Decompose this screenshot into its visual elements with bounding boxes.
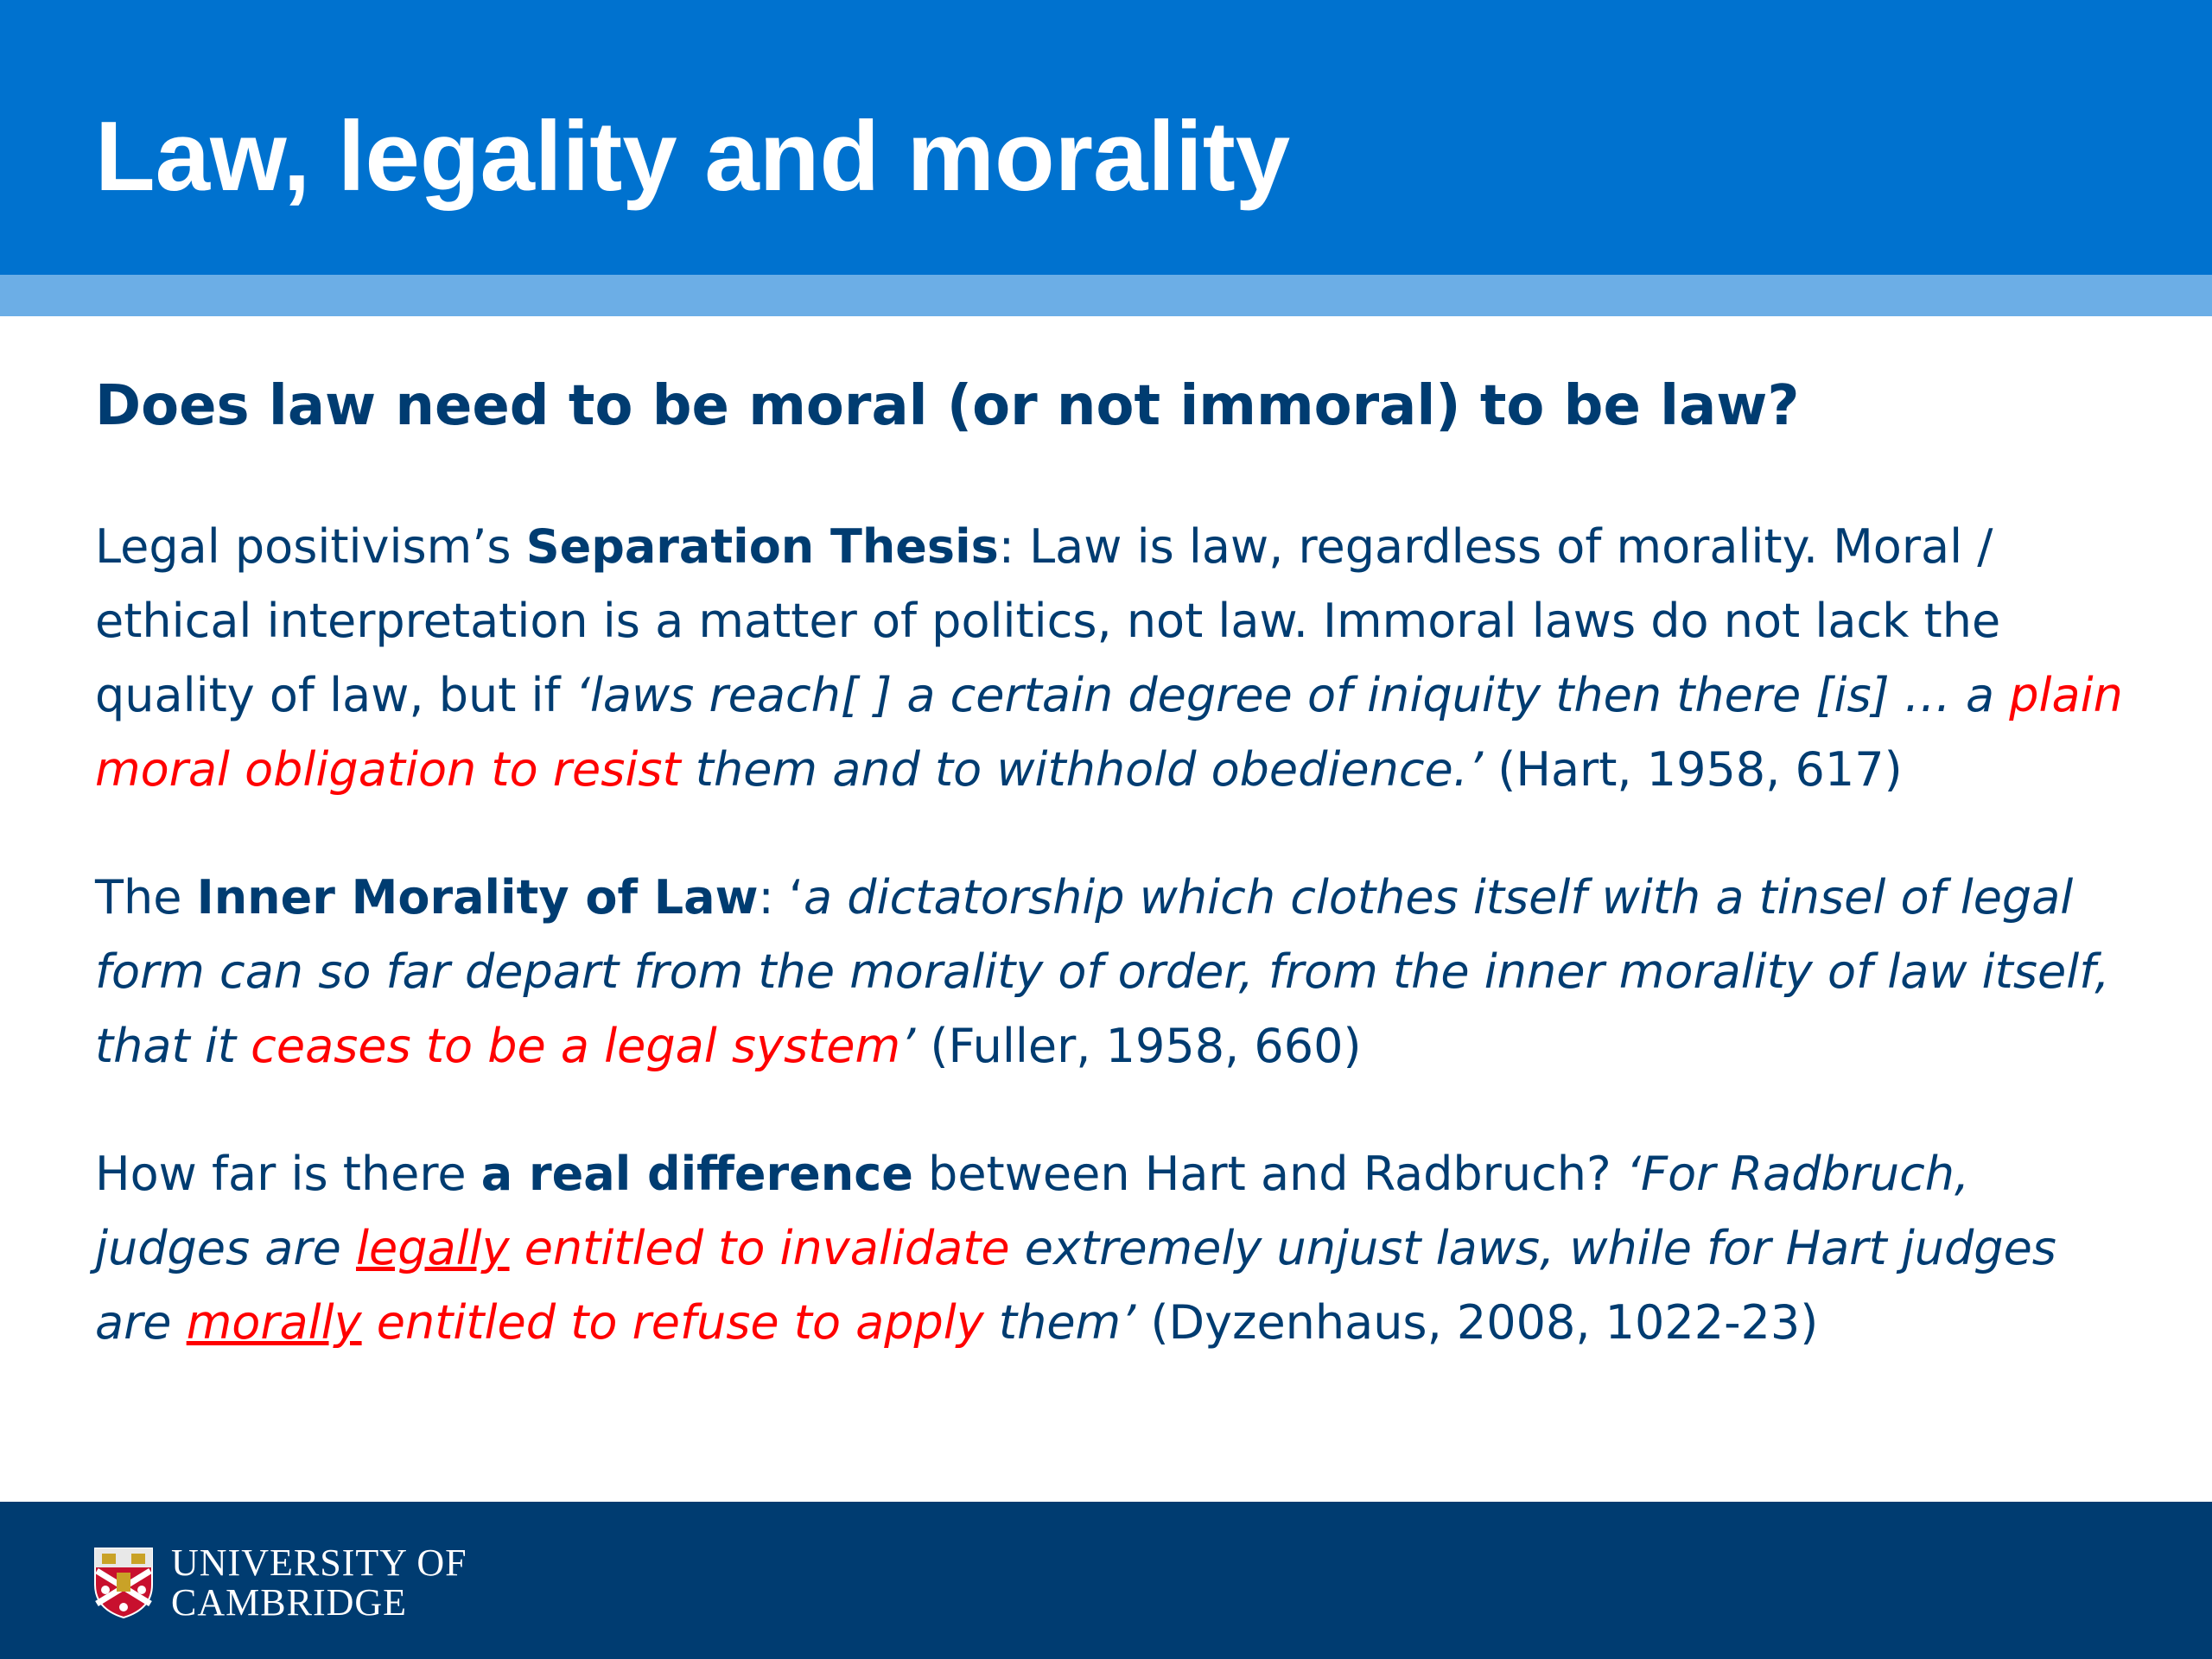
p3-bold-term: a real difference <box>480 1147 913 1201</box>
university-logo <box>93 1543 467 1623</box>
logo-line-1: UNIVERSITY OF <box>171 1541 467 1584</box>
p1-bold-term: Separation Thesis <box>525 519 999 574</box>
p3-text: between Hart and Radbruch? <box>912 1147 1626 1201</box>
p1-text: : Law is law, regardless of morality. Moral / ethical interpretation is a matter of politics, not law. Immoral laws do not lack the quality of law, but if <box>95 519 2001 722</box>
university-name <box>171 1543 467 1623</box>
header-stripe <box>0 275 2212 316</box>
p2-quote: ’ <box>900 1019 916 1073</box>
p2-text: : ‘ <box>758 870 804 925</box>
p3-quote-emphasis: entitled to refuse to apply <box>361 1295 984 1350</box>
paragraph-hart-radbruch <box>95 1137 2134 1360</box>
university-crest-icon <box>93 1547 154 1619</box>
p1-quote: ‘laws reach[ ] a certain degree of iniquity then there [is] … a <box>575 668 2010 722</box>
p3-quote: them’ <box>983 1295 1136 1350</box>
p2-quote: a dictatorship which clothes itself with a tinsel of legal form can so far depart from the morality of order, from the inner morality of law itself, that it <box>95 870 2110 1073</box>
p3-quote: ‘For Radbruch, judges are <box>95 1147 1970 1275</box>
p2-bold-term: Inner Morality of Law <box>196 870 759 925</box>
p3-citation: (Dyzenhaus, 2008, 1022-23) <box>1135 1295 1819 1350</box>
slide-content <box>95 363 2134 1414</box>
p3-text: How far is there <box>95 1147 481 1201</box>
p1-text: Legal positivism’s <box>95 519 526 574</box>
p2-citation: (Fuller, 1958, 660) <box>915 1019 1362 1073</box>
p2-text: The <box>95 870 197 925</box>
p3-quote: extremely unjust laws, while for Hart judges are <box>95 1221 2056 1350</box>
p3-quote-emphasis: entitled to invalidate <box>509 1221 1010 1275</box>
p3-quote-underlined: morally <box>186 1295 362 1350</box>
slide-title: Law, legality and morality <box>95 102 1291 212</box>
paragraph-separation-thesis <box>95 510 2134 807</box>
p2-quote-emphasis: ceases to be a legal system <box>251 1019 901 1073</box>
logo-line-2: CAMBRIDGE <box>171 1581 408 1624</box>
paragraph-inner-morality <box>95 861 2134 1084</box>
p1-citation: (Hart, 1958, 617) <box>1483 742 1903 797</box>
p3-quote-underlined: legally <box>355 1221 510 1275</box>
p1-quote-emphasis: plain moral obligation to resist <box>95 668 2123 797</box>
p1-quote: them and to withhold obedience.’ <box>680 742 1484 797</box>
slide-question: Does law need to be moral (or not immoral) to be law? <box>95 374 1800 438</box>
